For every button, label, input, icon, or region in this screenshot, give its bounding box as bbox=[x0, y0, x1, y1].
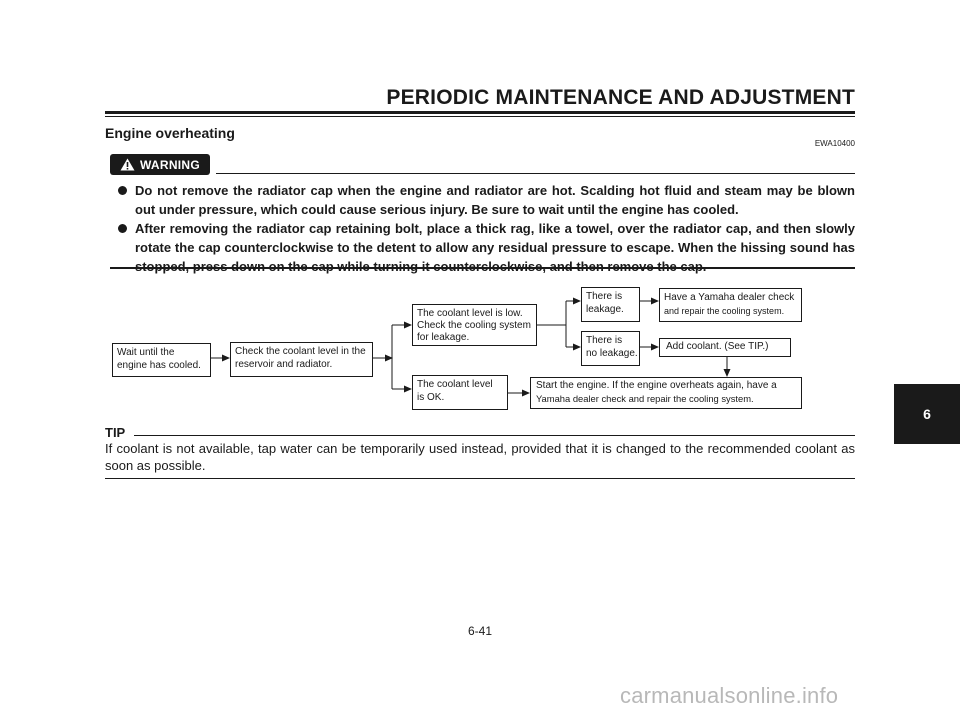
flow-box-line: Have a Yamaha dealer check bbox=[664, 292, 795, 303]
bullet-icon bbox=[118, 224, 127, 233]
flow-box-level-ok bbox=[412, 375, 508, 410]
tip-rule bbox=[134, 435, 855, 436]
flow-box-line: The coolant level bbox=[417, 379, 493, 390]
flow-box-dealer-repair bbox=[659, 288, 802, 322]
flow-box-line: There is bbox=[586, 291, 623, 302]
warning-item-text: After removing the radiator cap retaining bolt, place a thick rag, like a towel, over the radiator cap, and then slowly rotate the cap counterclockwise to the detent to allow any residual pressure to escape. When the hissing sound has bbox=[135, 221, 855, 255]
flow-box-line: engine has cooled. bbox=[117, 359, 201, 371]
flow-box-add-coolant bbox=[659, 338, 791, 357]
flow-box-line: Check the coolant level in the bbox=[235, 346, 366, 357]
flow-box-line: leakage. bbox=[586, 303, 624, 315]
warning-triangle-icon bbox=[120, 158, 135, 171]
flow-box-there-is-leakage bbox=[581, 287, 640, 322]
flow-box-line: The coolant level is low. bbox=[417, 308, 523, 319]
flow-box-start-engine bbox=[530, 377, 802, 409]
warning-item-text: Do not remove the radiator cap when the engine and radiator are hot. Scalding hot fluid and steam may be blown out under pressure, which could cause serious injury. Be sure to wait until the engine has cooled. bbox=[135, 183, 855, 217]
page-number: 6-41 bbox=[467, 624, 493, 638]
tip-title: TIP bbox=[105, 425, 126, 440]
watermark: carmanualsonline.info bbox=[620, 683, 839, 708]
flow-box-line: for leakage. bbox=[417, 332, 470, 343]
flow-box-line: Start the engine. If the engine overheats again, have a bbox=[536, 380, 777, 391]
flow-box-line: Add coolant. (See TIP.) bbox=[666, 341, 769, 352]
flow-box-check-coolant-level bbox=[230, 342, 373, 377]
warning-item bbox=[118, 181, 855, 219]
section-code: EWA10400 bbox=[814, 139, 855, 148]
flow-box-line: Check the cooling system bbox=[417, 320, 531, 331]
bullet-icon bbox=[118, 186, 127, 195]
flow-box-no-leakage bbox=[581, 331, 640, 366]
tip-body: If coolant is not available, tap water can be temporarily used instead, provided that it is changed to the recommended coolant as soon as possible. bbox=[105, 441, 855, 473]
header-rule-thin bbox=[105, 116, 855, 117]
warning-badge bbox=[110, 154, 210, 175]
flow-box-line: reservoir and radiator. bbox=[235, 358, 333, 370]
warning-label: WARNING bbox=[139, 157, 201, 172]
section-title: Engine overheating bbox=[105, 125, 235, 141]
flow-box-wait-until-cooled bbox=[112, 343, 211, 377]
warning-end-rule bbox=[110, 267, 855, 269]
flow-box-level-low bbox=[412, 304, 537, 346]
tip-end-rule bbox=[105, 478, 855, 479]
header-rule bbox=[105, 111, 855, 114]
flow-box-line: There is bbox=[586, 335, 623, 346]
flow-box-line: and repair the cooling system. bbox=[664, 305, 785, 316]
flow-box-line: Yamaha dealer check and repair the cooling system. bbox=[536, 392, 754, 404]
warning-rule bbox=[216, 173, 855, 174]
warning-body bbox=[118, 181, 855, 276]
flow-box-line: no leakage. bbox=[586, 347, 638, 359]
flow-box-line: is OK. bbox=[417, 391, 445, 403]
page-header-title: PERIODIC MAINTENANCE AND ADJUSTMENT bbox=[386, 86, 855, 109]
flow-box-line: Wait until the bbox=[117, 347, 175, 358]
chapter-tab: 6 bbox=[894, 384, 960, 444]
